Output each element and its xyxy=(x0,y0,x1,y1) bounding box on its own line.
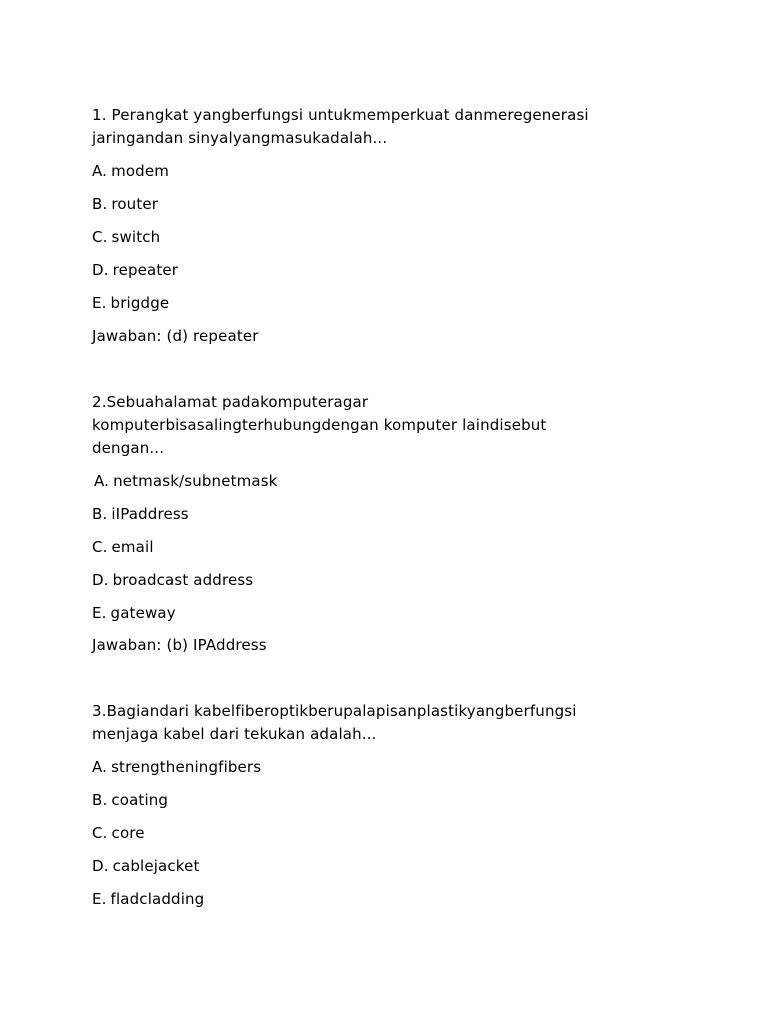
option-text: brigdge xyxy=(110,294,170,312)
question-1-stem-line-2: jaringandan sinyalyangmasukadalah... xyxy=(92,129,388,147)
question-2-stem-line-3: dengan... xyxy=(92,439,165,457)
question-1-option-c xyxy=(92,226,160,249)
question-3-option-d xyxy=(92,855,200,878)
question-2-option-d xyxy=(92,569,253,592)
option-text: coating xyxy=(111,791,169,809)
option-letter: D. xyxy=(92,571,109,589)
question-1-stem-line-1: 1. Perangkat yangberfungsi untukmemperkuat danmeregenerasi xyxy=(92,106,589,124)
question-1-option-a xyxy=(92,160,169,183)
question-3-option-b xyxy=(92,789,168,812)
option-letter: E. xyxy=(92,294,107,312)
option-letter: D. xyxy=(92,857,109,875)
question-3-option-e xyxy=(92,888,204,911)
option-letter: B. xyxy=(92,195,108,213)
option-letter: A. xyxy=(92,758,108,776)
option-letter: B. xyxy=(92,791,108,809)
question-3-option-c xyxy=(92,822,145,845)
option-text: fladcladding xyxy=(110,890,205,908)
question-2-stem-line-1: 2.Sebuahalamat padakomputeragar xyxy=(92,393,369,411)
question-2-answer: Jawaban: (b) IPAddress xyxy=(92,636,267,654)
option-letter: B. xyxy=(92,505,108,523)
option-letter: E. xyxy=(92,604,107,622)
question-2-option-a xyxy=(94,470,278,493)
question-3-stem-line-1: 3.Bagiandari kabelfiberoptikberupalapisanplastikyangberfungsi xyxy=(92,702,577,720)
option-letter: C. xyxy=(92,538,108,556)
question-2-option-c xyxy=(92,536,154,559)
question-1-option-d xyxy=(92,259,178,282)
option-letter: C. xyxy=(92,228,108,246)
option-text: modem xyxy=(111,162,169,180)
option-text: repeater xyxy=(112,261,179,279)
option-text: router xyxy=(111,195,159,213)
option-letter: A. xyxy=(92,162,108,180)
question-1-answer: Jawaban: (d) repeater xyxy=(92,327,259,345)
question-2-option-b xyxy=(92,503,189,526)
option-text: gateway xyxy=(110,604,176,622)
question-2-stem-line-2: komputerbisasalingterhubungdengan komputer laindisebut xyxy=(92,416,547,434)
option-text: switch xyxy=(111,228,161,246)
question-3-stem-line-2: menjaga kabel dari tekukan adalah... xyxy=(92,725,377,743)
question-2-option-e xyxy=(92,602,176,625)
question-3-option-a xyxy=(92,756,261,779)
option-text: iIPaddress xyxy=(111,505,189,523)
option-letter: D. xyxy=(92,261,109,279)
option-letter: A. xyxy=(94,472,110,490)
option-text: broadcast address xyxy=(112,571,254,589)
option-text: strengtheningfibers xyxy=(111,758,262,776)
option-letter: C. xyxy=(92,824,108,842)
option-text: cablejacket xyxy=(112,857,200,875)
option-text: core xyxy=(111,824,145,842)
option-text: netmask/subnetmask xyxy=(113,472,278,490)
question-1-option-b xyxy=(92,193,158,216)
option-text: email xyxy=(111,538,154,556)
option-letter: E. xyxy=(92,890,107,908)
question-1-option-e xyxy=(92,292,169,315)
